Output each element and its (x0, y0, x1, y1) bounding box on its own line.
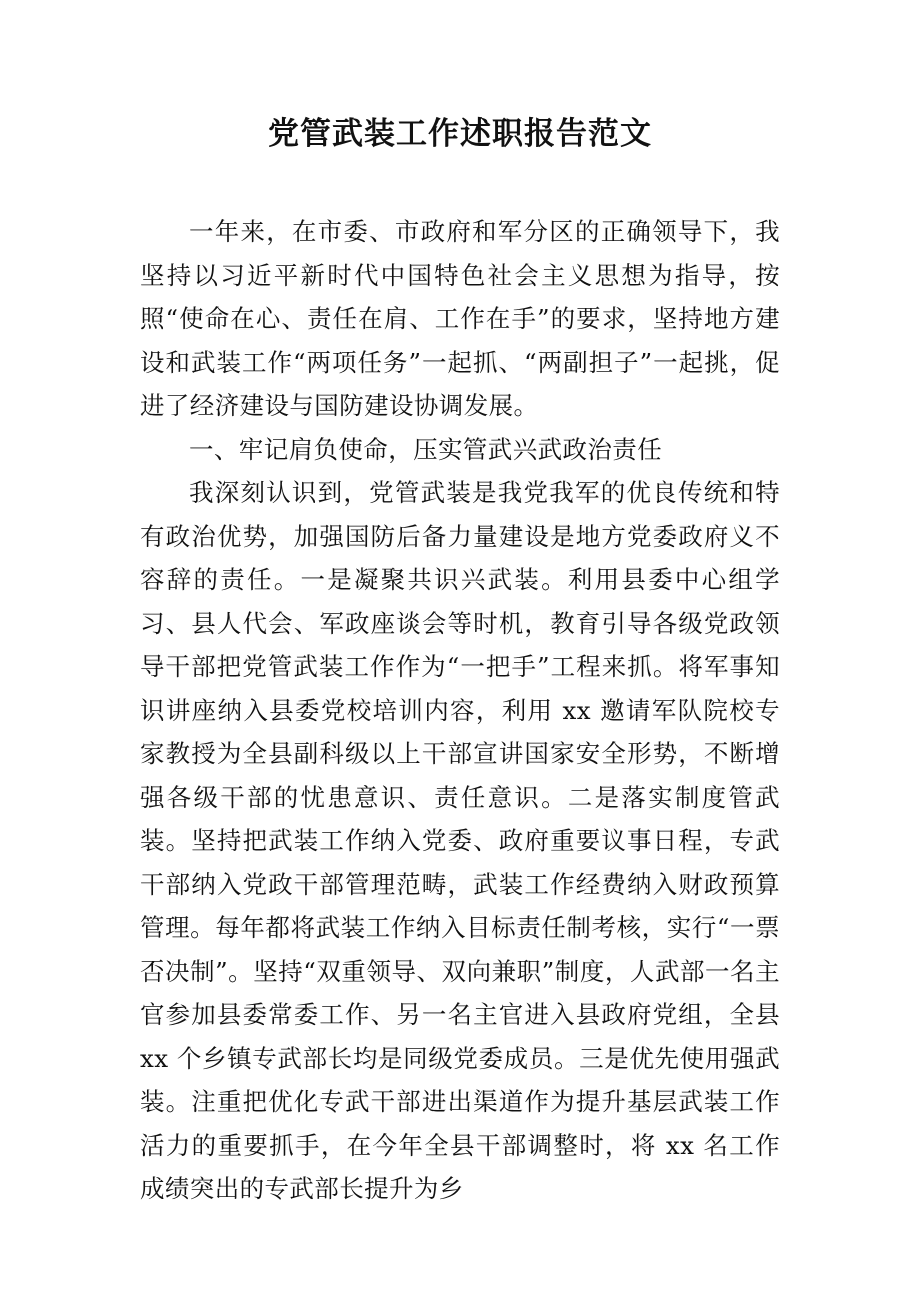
paragraph-intro: 一年来，在市委、市政府和军分区的正确领导下，我坚持以习近平新时代中国特色社会主义思想为指导，按照“使命在心、责任在肩、工作在手”的要求，坚持地方建设和武装工作“两项任务”一起抓、“两副担子”一起挑，促进了经济建设与国防建设协调发展。 (140, 217, 780, 420)
document-title: 党管武装工作述职报告范文 (268, 116, 652, 152)
section-heading-1: 一、牢记肩负使命，压实管武兴武政治责任 (189, 434, 663, 464)
paragraph-section-1: 我深刻认识到，党管武装是我党我军的优良传统和特有政治优势，加强国防后备力量建设是地方党委政府义不容辞的责任。一是凝聚共识兴武装。利用县委中心组学习、县人代会、军政座谈会等时机，教育引导各级党政领导干部把党管武装工作作为“一把手”工程来抓。将军事知识讲座纳入县委党校培训内容，利用 xx 邀请军队院校专家教授为全县副科级以上干部宣讲国家安全形势，不断增强各级干部的忧患意识、责任意识。二是落实制度管武装。坚持把武装工作纳入党委、政府重要议事日程，专武干部纳入党政干部管理范畴，武装工作经费纳入财政预算管理。每年都将武装工作纳入目标责任制考核，实行“一票否决制”。坚持“双重领导、双向兼职”制度，人武部一名主官参加县委常委工作、另一名主官进入县政府党组，全县 xx 个乡镇专武部长均是同级党委成员。三是优先使用强武装。注重把优化专武干部进出渠道作为提升基层武装工作活力的重要抓手，在今年全县干部调整时，将 xx 名工作成绩突出的专武部长提升为乡 (140, 478, 780, 1203)
document-body (140, 210, 780, 1211)
